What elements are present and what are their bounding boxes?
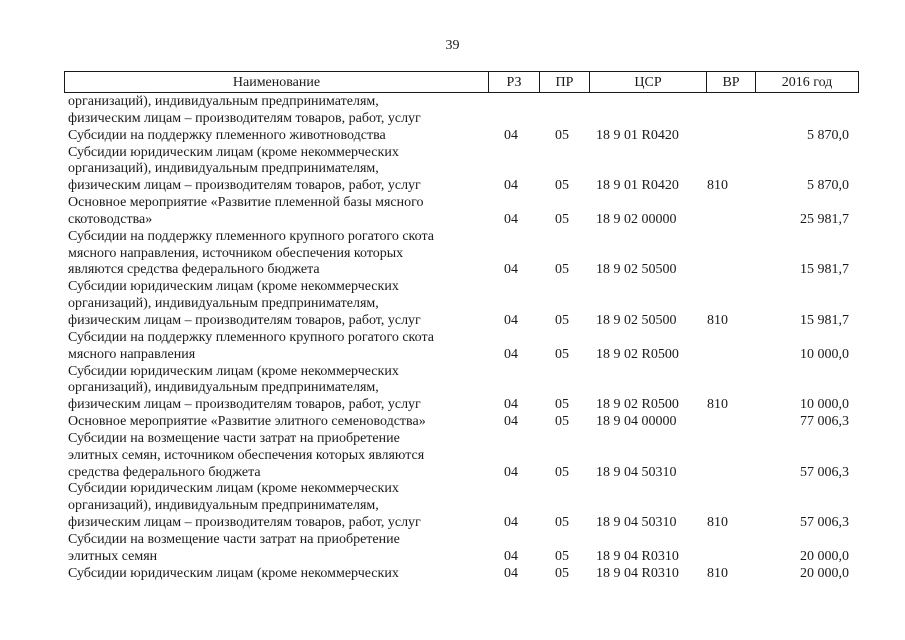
row-sum: 5 870,0 xyxy=(807,178,849,194)
row-sum: 25 981,7 xyxy=(800,211,849,227)
row-sum: 20 000,0 xyxy=(800,565,849,581)
table-row xyxy=(0,431,905,482)
header-csr: ЦСР xyxy=(590,72,707,92)
row-csr: 18 9 04 50310 xyxy=(596,515,677,531)
row-sum: 15 981,7 xyxy=(800,262,849,278)
table-header xyxy=(64,71,859,93)
table-row xyxy=(0,481,905,532)
table-body xyxy=(0,94,905,582)
row-vr: 810 xyxy=(707,565,728,581)
row-pr: 05 xyxy=(555,414,569,430)
row-sum: 57 006,3 xyxy=(800,464,849,480)
row-name: организаций), индивидуальным предпринимателям, физическим лицам – производителям товаров, работ, услуг xyxy=(68,94,421,126)
row-sum: 57 006,3 xyxy=(800,515,849,531)
row-rz: 04 xyxy=(504,548,518,564)
row-csr: 18 9 04 50310 xyxy=(596,464,677,480)
header-rz: РЗ xyxy=(489,72,540,92)
row-pr: 05 xyxy=(555,262,569,278)
row-name: Субсидии на возмещение части затрат на приобретение элитных семян xyxy=(68,531,400,564)
row-rz: 04 xyxy=(504,127,518,143)
header-name: Наименование xyxy=(65,72,489,92)
row-name: Основное мероприятие «Развитие элитного семеноводства» xyxy=(68,414,426,430)
row-sum: 10 000,0 xyxy=(800,397,849,413)
header-pr: ПР xyxy=(540,72,590,92)
row-rz: 04 xyxy=(504,211,518,227)
row-pr: 05 xyxy=(555,211,569,227)
row-rz: 04 xyxy=(504,312,518,328)
row-rz: 04 xyxy=(504,178,518,194)
row-csr: 18 9 02 R0500 xyxy=(596,346,679,362)
row-csr: 18 9 02 50500 xyxy=(596,312,677,328)
table-row xyxy=(0,229,905,280)
page-number: 39 xyxy=(445,38,460,53)
table-row xyxy=(0,145,905,196)
row-csr: 18 9 04 00000 xyxy=(596,414,677,430)
table-row xyxy=(0,414,905,431)
row-name: Субсидии на поддержку племенного крупного рогатого скота мясного направления, источником обеспечения которых являются средства федерального бюджета xyxy=(68,228,434,278)
row-csr: 18 9 04 R0310 xyxy=(596,565,679,581)
row-sum: 77 006,3 xyxy=(800,414,849,430)
table-row xyxy=(0,279,905,330)
table-row xyxy=(0,330,905,364)
row-pr: 05 xyxy=(555,565,569,581)
row-rz: 04 xyxy=(504,565,518,581)
table-row xyxy=(0,94,905,128)
row-name: Субсидии юридическим лицам (кроме некоммерческих организаций), индивидуальным предпринимателям, физическим лицам – производителям товаров, работ, услуг xyxy=(68,481,421,531)
row-vr: 810 xyxy=(707,312,728,328)
table-row xyxy=(0,532,905,566)
row-vr: 810 xyxy=(707,178,728,194)
row-name: Субсидии юридическим лицам (кроме некоммерческих организаций), индивидуальным предпринимателям, физическим лицам – производителям товаров, работ, услуг xyxy=(68,363,421,413)
row-rz: 04 xyxy=(504,464,518,480)
row-vr: 810 xyxy=(707,397,728,413)
row-name: Субсидии юридическим лицам (кроме некоммерческих организаций), индивидуальным предпринимателям, физическим лицам – производителям товаров, работ, услуг xyxy=(68,279,421,328)
row-name: Субсидии на поддержку племенного крупного рогатого скота мясного направления xyxy=(68,329,434,362)
row-name: Субсидии юридическим лицам (кроме некоммерческих xyxy=(68,565,399,581)
row-name: Субсидии на поддержку племенного животноводства xyxy=(68,127,386,143)
row-pr: 05 xyxy=(555,178,569,194)
row-csr: 18 9 01 R0420 xyxy=(596,127,679,143)
row-rz: 04 xyxy=(504,414,518,430)
table-row xyxy=(0,364,905,415)
row-csr: 18 9 04 R0310 xyxy=(596,548,679,564)
row-csr: 18 9 02 00000 xyxy=(596,211,677,227)
table-row xyxy=(0,195,905,229)
row-name: Субсидии на возмещение части затрат на приобретение элитных семян, источником обеспечения которых являются средства федерального бюджета xyxy=(68,430,425,480)
row-rz: 04 xyxy=(504,515,518,531)
row-pr: 05 xyxy=(555,346,569,362)
header-year: 2016 год xyxy=(781,75,833,90)
row-name: Субсидии юридическим лицам (кроме некоммерческих организаций), индивидуальным предпринимателям, физическим лицам – производителям товаров, работ, услуг xyxy=(68,144,421,194)
table-row xyxy=(0,128,905,145)
row-name: Основное мероприятие «Развитие племенной базы мясного скотоводства» xyxy=(68,195,424,227)
row-csr: 18 9 02 50500 xyxy=(596,262,677,278)
row-sum: 15 981,7 xyxy=(800,312,849,328)
row-pr: 05 xyxy=(555,397,569,413)
row-pr: 05 xyxy=(555,515,569,531)
row-pr: 05 xyxy=(555,464,569,480)
row-csr: 18 9 02 R0500 xyxy=(596,397,679,413)
row-pr: 05 xyxy=(555,548,569,564)
row-sum: 5 870,0 xyxy=(807,127,849,143)
row-csr: 18 9 01 R0420 xyxy=(596,178,679,194)
table-row xyxy=(0,566,905,583)
row-rz: 04 xyxy=(504,262,518,278)
row-rz: 04 xyxy=(504,346,518,362)
row-pr: 05 xyxy=(555,312,569,328)
row-sum: 20 000,0 xyxy=(800,548,849,564)
row-rz: 04 xyxy=(504,397,518,413)
header-vr: ВР xyxy=(707,72,756,92)
row-pr: 05 xyxy=(555,127,569,143)
row-sum: 10 000,0 xyxy=(800,346,849,362)
row-vr: 810 xyxy=(707,515,728,531)
